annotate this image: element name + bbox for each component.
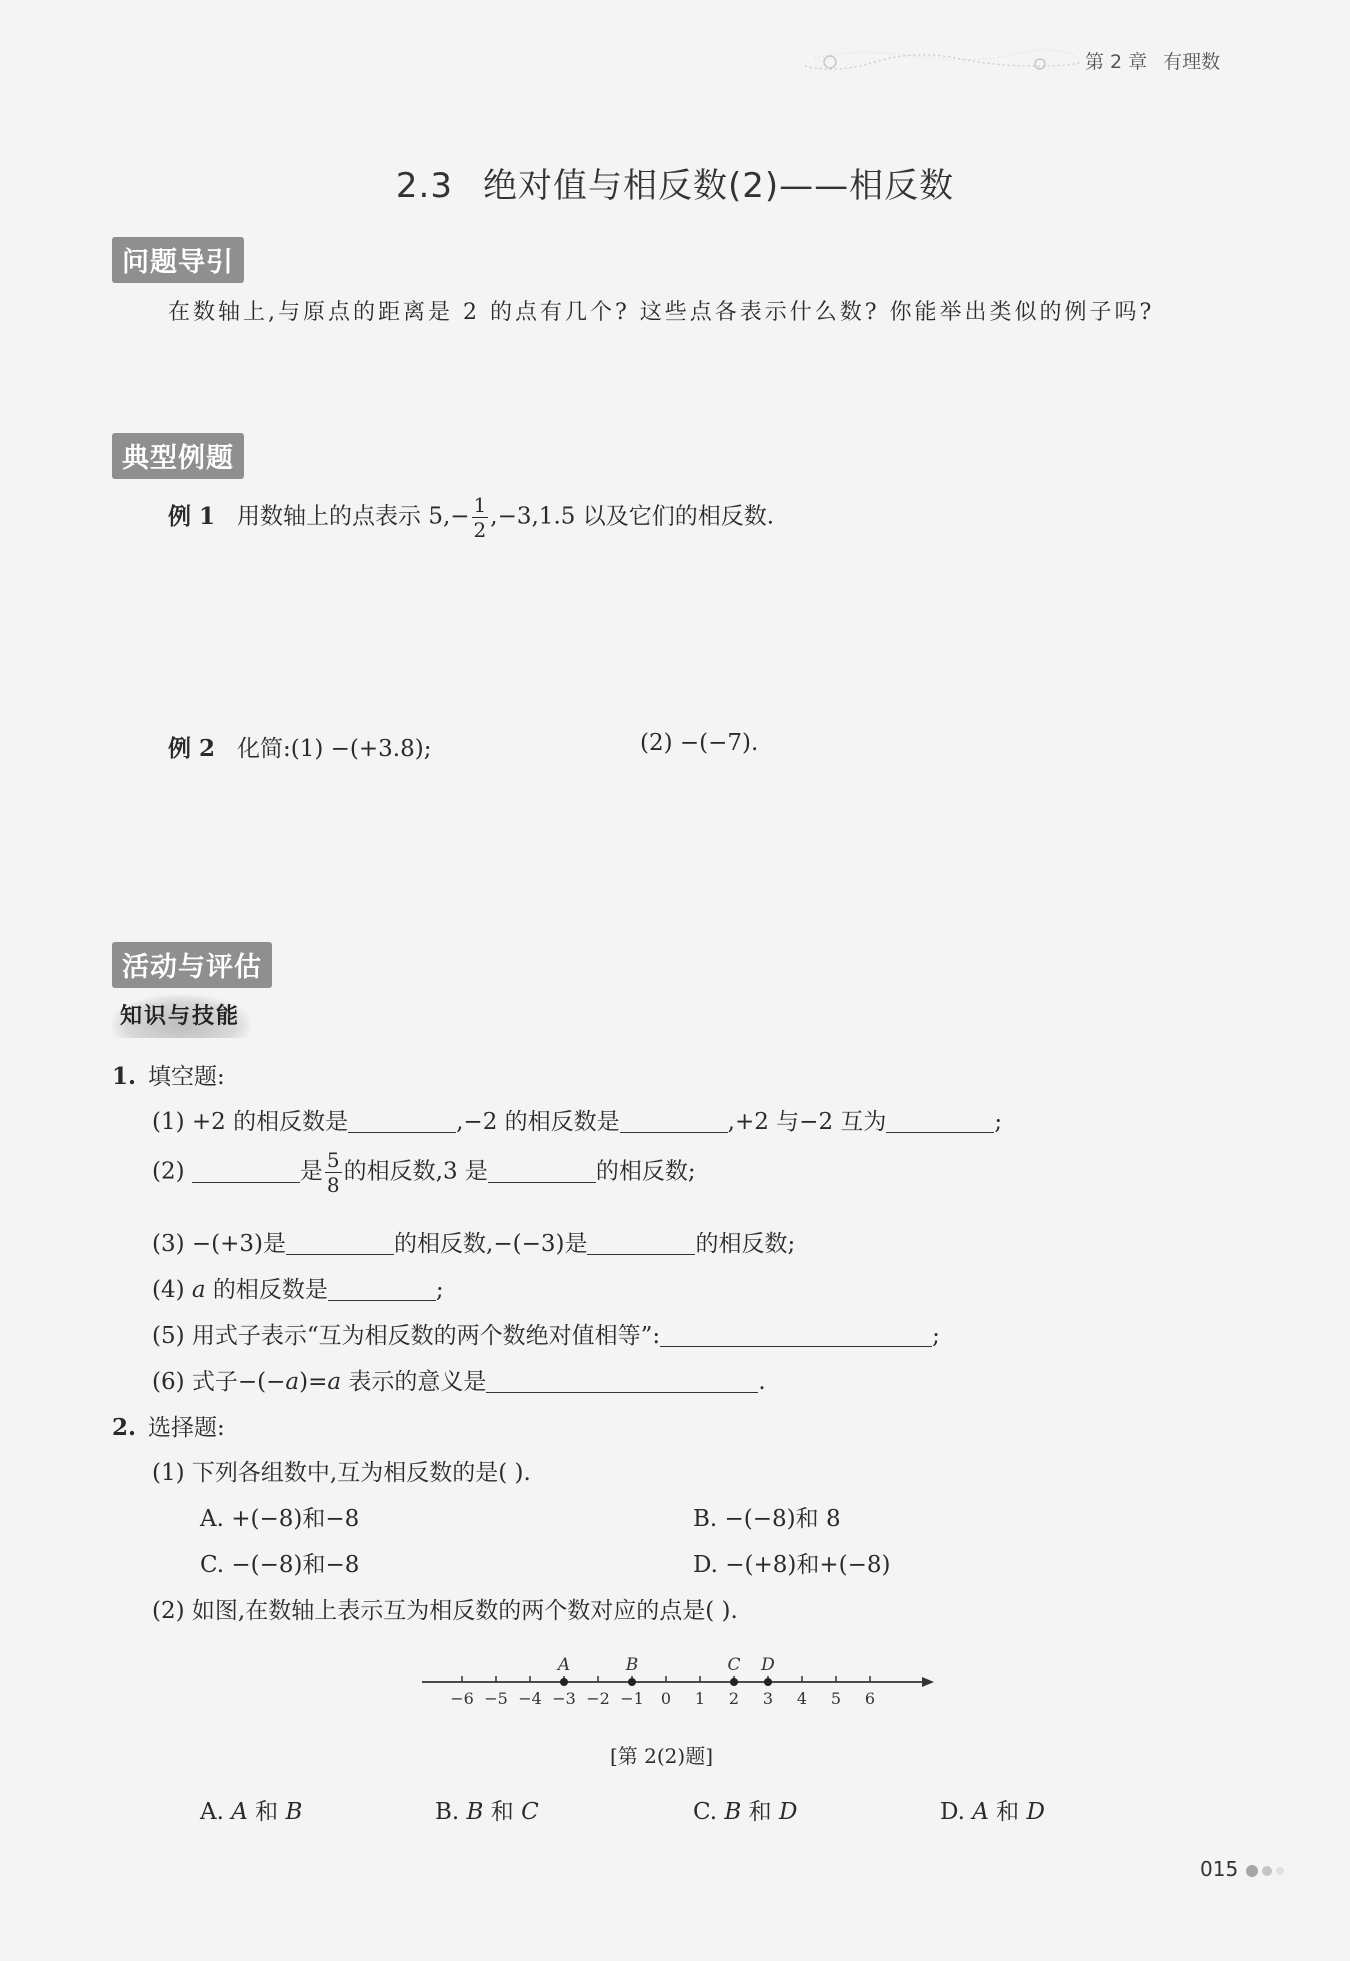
q1-line-3 [152,1225,795,1258]
answer-blank[interactable] [587,1230,695,1255]
answer-blank[interactable] [192,1158,300,1183]
text: D. [940,1799,973,1825]
number-line-tick-label: −1 [620,1689,644,1708]
number-line-figure [410,1645,940,1730]
q2-sub1-option-b[interactable]: B. −(−8)和 8 [693,1506,841,1532]
question-title: 填空题: [148,1064,225,1090]
text: 和 [247,1799,286,1825]
answer-blank[interactable] [486,1368,758,1393]
number-line-tick-label: 0 [660,1689,672,1708]
variable: a [327,1369,342,1395]
number-line-tick-label: 1 [694,1689,706,1708]
q1-line-1 [152,1103,1002,1136]
number-line-point-a [560,1678,568,1686]
text: 和 [741,1799,779,1825]
text: ; [932,1323,940,1349]
number-line-tick-label: 4 [796,1689,808,1708]
q2-sub1-option-a[interactable]: A. +(−8)和−8 [200,1506,360,1532]
text: 和 [483,1799,522,1825]
fraction [472,495,489,540]
number-line-arrow [922,1677,934,1687]
chapter-name: 有理数 [1163,51,1221,73]
figure-caption: [第 2(2)题] [610,1744,714,1768]
answer-blank[interactable] [886,1108,994,1133]
answer-blank[interactable] [348,1108,456,1133]
text: (1) +2 的相反数是 [152,1109,349,1135]
question-number: 1. [112,1063,137,1090]
variable: A [231,1799,248,1825]
number-line-tick-label: 2 [728,1689,740,1708]
text: (6) 式子−(− [152,1369,286,1395]
example-2 [168,730,431,763]
example-2-part-2: (2) −(−7). [640,730,759,756]
sub-badge-knowledge-skills: 知识与技能 [112,995,250,1038]
example-text: 用数轴上的点表示 5,− [237,503,470,530]
text: (5) 用式子表示“互为相反数的两个数绝对值相等”: [152,1323,661,1349]
fraction-denominator: 2 [473,518,487,542]
q2-sub2-option-c[interactable] [693,1793,797,1826]
number-line-point-label: C [727,1655,741,1675]
number-line-point-b [628,1678,636,1686]
text: ,+2 与−2 互为 [727,1109,887,1135]
q2-sub2-option-d[interactable] [940,1793,1045,1826]
header-decoration [795,42,1085,82]
number-line-point-label: D [761,1655,775,1675]
variable: a [285,1369,300,1395]
section-badge-examples: 典型例题 [112,433,244,479]
q2-sub2-stem: (2) 如图,在数轴上表示互为相反数的两个数对应的点是( ). [152,1598,738,1624]
answer-blank[interactable] [488,1158,596,1183]
example-label: 例 2 [168,735,216,762]
text: B. [435,1799,467,1825]
question-number: 2. [112,1414,137,1441]
answer-blank[interactable] [620,1108,728,1133]
question-2-title [112,1409,225,1442]
number-line-point-label: A [557,1655,571,1675]
text: 的相反数是 [205,1277,328,1303]
variable: A [972,1799,989,1825]
text: 的相反数; [695,1231,796,1257]
text: 和 [988,1799,1027,1825]
variable: B [724,1799,742,1825]
answer-blank[interactable] [660,1322,932,1347]
variable: a [191,1277,206,1303]
section-badge-problem-intro: 问题导引 [112,237,244,283]
q1-line-6 [152,1363,766,1396]
number-line-tick-label: −3 [552,1689,576,1708]
page-dots-decoration [1245,1864,1295,1878]
question-title: 选择题: [148,1415,225,1441]
text: 的相反数,−(−3)是 [394,1231,588,1257]
text: ,−2 的相反数是 [456,1109,620,1135]
answer-blank[interactable] [328,1276,436,1301]
number-line-tick-label: −5 [484,1689,508,1708]
intro-question: 在数轴上,与原点的距离是 2 的点有几个? 这些点各表示什么数? 你能举出类似的例子吗? [168,300,1155,325]
text: (2) [152,1158,185,1185]
chapter-number: 第 2 章 [1085,51,1148,73]
q2-sub2-option-a[interactable] [200,1793,302,1826]
example-part-1: 化简:(1) −(+3.8); [237,736,432,762]
section-badge-activities: 活动与评估 [112,942,272,988]
q1-line-5 [152,1317,940,1350]
text: 的相反数,3 是 [343,1158,488,1185]
text: . [758,1369,766,1395]
text: (4) [152,1277,192,1303]
page-title [0,158,1350,207]
q2-sub1-option-c[interactable]: C. −(−8)和−8 [200,1552,360,1578]
number-line-tick-label: −4 [518,1689,542,1708]
answer-blank[interactable] [286,1230,394,1255]
text: 是 [299,1158,323,1185]
text: 的相反数; [595,1158,696,1185]
q2-sub1-stem: (1) 下列各组数中,互为相反数的是( ). [152,1460,531,1486]
number-line-tick-label: −6 [450,1689,474,1708]
number-line-tick-label: 3 [762,1689,774,1708]
fraction [325,1150,342,1195]
section-title: 绝对值与相反数(2)——相反数 [482,166,955,206]
number-line-tick-label: 6 [864,1689,876,1708]
text: 表示的意义是 [341,1369,487,1395]
page-number: 015 [1200,1857,1239,1881]
q2-sub1-option-d[interactable]: D. −(+8)和+(−8) [693,1552,891,1578]
variable: B [466,1799,484,1825]
number-line-tick-label: −2 [586,1689,610,1708]
section-number: 2.3 [395,166,453,206]
example-1 [168,495,774,540]
number-line-point-d [764,1678,772,1686]
variable: D [1026,1799,1045,1825]
example-label: 例 1 [168,502,216,530]
text: C. [693,1799,725,1825]
question-1-title [112,1058,225,1091]
variable: C [521,1799,539,1825]
number-line-point-c [730,1678,738,1686]
text: A. [200,1799,232,1825]
fraction-numerator: 1 [473,493,487,517]
chapter-header [1085,47,1220,74]
text: ; [994,1109,1003,1135]
number-line-point-label: B [625,1655,639,1675]
example-text: ,−3,1.5 以及它们的相反数. [490,503,775,530]
q2-sub2-option-b[interactable] [435,1793,539,1826]
variable: B [285,1799,303,1825]
fraction-numerator: 5 [326,1148,340,1172]
variable: D [778,1799,798,1825]
text: )= [299,1369,328,1395]
number-line-tick-label: 5 [830,1689,842,1708]
fraction-denominator: 8 [326,1173,340,1197]
text: ; [435,1277,444,1303]
text: (3) −(+3)是 [152,1231,287,1257]
q1-line-4 [152,1271,444,1304]
q1-line-2 [152,1150,696,1195]
